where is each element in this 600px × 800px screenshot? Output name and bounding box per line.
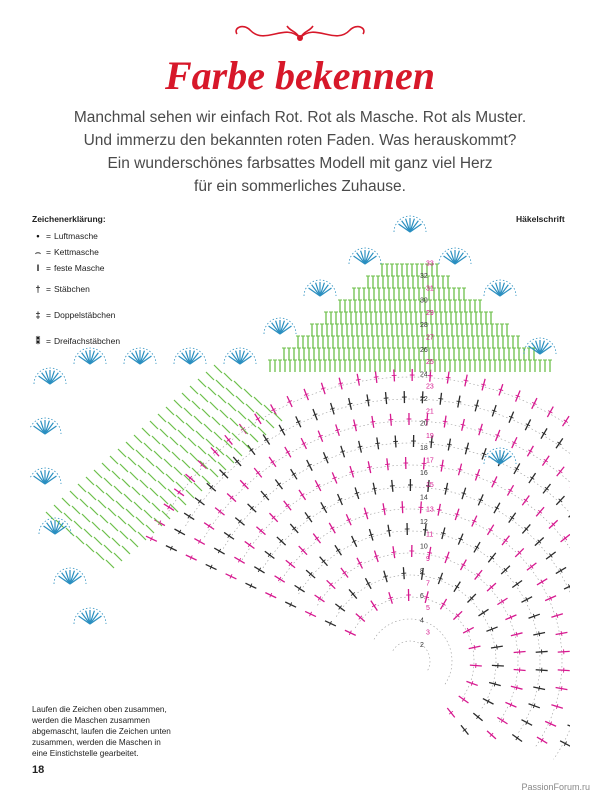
stitch-mark — [120, 464, 128, 472]
stitch-mark — [568, 725, 570, 730]
stitch-mark — [226, 455, 234, 463]
row-number: 13 — [426, 506, 434, 514]
stitch-mark — [136, 450, 144, 458]
stitch-mark — [444, 488, 449, 489]
stitch-mark — [440, 465, 445, 466]
stitch-mark — [132, 487, 140, 495]
stitch-mark — [110, 456, 118, 464]
row-number: 17 — [426, 457, 434, 465]
stitch-mark — [150, 488, 158, 496]
legend-label: feste Masche — [53, 263, 105, 273]
stitch-mark — [74, 521, 82, 529]
stitch-mark — [182, 393, 190, 401]
row-number: 5 — [426, 605, 430, 613]
intro-line: Und immerzu den bekannten roten Faden. Was herauskommt? — [83, 132, 517, 149]
stitch-mark — [62, 498, 70, 506]
stitch-mark — [206, 372, 214, 380]
stitch-mark — [100, 515, 108, 523]
stitch-mark — [86, 544, 94, 552]
stitch-mark — [156, 466, 164, 474]
stitch-mark — [497, 645, 498, 650]
stitch-mark — [142, 428, 150, 436]
stitch-mark — [178, 497, 186, 505]
row-number: 24 — [420, 371, 428, 379]
stitch-mark — [238, 411, 246, 419]
stitch-mark — [94, 470, 102, 478]
legend-label: Luftmasche — [53, 231, 98, 241]
stitch-mark — [474, 645, 475, 650]
stitch-mark — [104, 478, 112, 486]
stitch-mark — [118, 449, 126, 457]
stitch-mark — [176, 482, 184, 490]
page-title: Farbe bekennen — [165, 53, 435, 98]
stitch-mark — [198, 379, 206, 387]
intro-line: Ein wunderschönes farbsattes Modell mit ganz viel Herz — [107, 155, 493, 172]
stitch-mark — [427, 552, 432, 553]
stitch-mark — [174, 400, 182, 408]
slip-stitch-icon: ⌢ — [35, 246, 41, 257]
stitch-mark — [196, 431, 204, 439]
chain-arc — [374, 619, 452, 685]
row-number: 29 — [426, 309, 434, 317]
stitch-mark — [222, 425, 230, 433]
stitch-mark — [168, 489, 176, 497]
stitch-mark — [539, 631, 540, 636]
stitch-mark — [358, 446, 363, 447]
stitch-mark — [120, 531, 128, 539]
stitch-mark — [104, 545, 112, 553]
legend-item: I = feste Masche — [32, 261, 182, 275]
stitch-mark — [387, 530, 392, 531]
stitch-mark — [254, 397, 262, 405]
row-number: 25 — [426, 359, 434, 367]
stitch-mark — [391, 552, 396, 553]
row-number: 20 — [420, 420, 428, 428]
stitch-mark — [138, 465, 146, 473]
stitch-mark — [134, 502, 142, 510]
chain-arc — [223, 443, 570, 766]
stitch-mark — [64, 513, 72, 521]
stitch-mark — [258, 427, 266, 435]
stitch-mark — [244, 389, 252, 397]
stitch-mark — [242, 441, 250, 449]
stitch-mark — [188, 438, 196, 446]
intro-text — [40, 106, 560, 198]
chart-label: Häkelschrift — [516, 214, 565, 224]
stitch-mark — [130, 539, 138, 547]
chain-arc — [242, 465, 570, 766]
stitch-mark — [46, 512, 54, 520]
stitch-mark — [98, 500, 106, 508]
stitch-mark — [382, 509, 387, 510]
stitch-mark — [424, 597, 429, 598]
stitch-mark — [447, 444, 452, 445]
row-number: 12 — [420, 519, 428, 526]
stitch-mark — [96, 485, 104, 493]
stitch-mark — [338, 383, 343, 384]
stitch-mark — [516, 632, 517, 637]
stitch-mark — [106, 493, 114, 501]
stitch-mark — [102, 530, 110, 538]
stitch-mark — [144, 510, 152, 518]
row-number: 16 — [420, 469, 428, 477]
stitch-mark — [481, 384, 486, 385]
stitch-mark — [464, 380, 469, 381]
chain-arc — [261, 487, 570, 759]
row-number: 4 — [420, 617, 424, 625]
stitch-mark — [162, 511, 170, 519]
row-number: 7 — [426, 580, 430, 588]
stitch-mark — [128, 457, 136, 465]
stitch-mark — [96, 552, 104, 560]
treble-crochet-icon: ‡ — [35, 310, 41, 320]
row-number: 31 — [426, 285, 434, 293]
stitch-mark — [264, 405, 272, 413]
stitch-mark — [516, 685, 517, 690]
stitch-mark — [92, 522, 100, 530]
stitch-mark — [194, 416, 202, 424]
intro-line: Manchmal sehen wir einfach Rot. Rot als Masche. Rot als Muster. — [73, 109, 527, 126]
stitch-mark — [154, 518, 162, 526]
stitch-mark — [234, 381, 242, 389]
stitch-mark — [348, 403, 353, 404]
chain-arc — [299, 531, 540, 734]
stitch-mark — [192, 401, 200, 409]
row-number: 28 — [420, 322, 428, 330]
stitch-mark — [190, 453, 198, 461]
stitch-mark — [152, 503, 160, 511]
stitch-mark — [192, 468, 200, 476]
stitch-mark — [128, 524, 136, 532]
stitch-mark — [274, 413, 282, 421]
stitch-mark — [228, 403, 236, 411]
stitch-mark — [494, 682, 495, 687]
stitch-mark — [461, 424, 466, 425]
stitch-mark — [210, 402, 218, 410]
stitch-mark — [154, 451, 162, 459]
stitch-mark — [218, 462, 226, 470]
stitch-mark — [208, 454, 216, 462]
stitch-mark — [375, 443, 380, 444]
legend-label: Doppelstäbchen — [53, 310, 116, 320]
stitch-mark — [116, 501, 124, 509]
stitch-mark — [458, 469, 463, 470]
decorative-ornament-icon — [225, 18, 375, 46]
stitch-mark — [190, 386, 198, 394]
stitch-mark — [112, 538, 120, 546]
intro-line: für ein sommerliches Zuhause. — [194, 178, 406, 195]
stitch-mark — [174, 467, 182, 475]
row-number: 18 — [420, 445, 428, 453]
single-crochet-icon: I — [36, 263, 40, 273]
stitch-mark — [160, 429, 168, 437]
stitch-mark — [140, 480, 148, 488]
row-number: 22 — [420, 396, 428, 403]
stitch-mark — [66, 528, 74, 536]
stitch-mark — [236, 396, 244, 404]
stitch-mark — [230, 418, 238, 426]
stitch-mark — [122, 479, 130, 487]
stitch-mark — [134, 435, 142, 443]
legend-item: ⌢ = Kettmasche — [32, 245, 182, 259]
stitch-mark — [250, 434, 258, 442]
stitch-mark — [70, 491, 78, 499]
row-number: 10 — [420, 543, 428, 551]
stitch-mark — [112, 471, 120, 479]
stitch-mark — [186, 490, 194, 498]
stitch-mark — [54, 505, 62, 513]
stitch-mark — [246, 404, 254, 412]
row-number: 19 — [426, 432, 434, 440]
stitch-mark — [86, 477, 94, 485]
chain-arc — [336, 575, 496, 710]
stitch-mark — [212, 417, 220, 425]
stitch-mark — [266, 420, 274, 428]
stitch-mark — [372, 488, 377, 489]
stitch-mark — [84, 529, 92, 537]
stitch-mark — [539, 686, 540, 691]
stitch-mark — [168, 422, 176, 430]
stitch-mark — [214, 432, 222, 440]
legend-item: • = Luftmasche — [32, 229, 182, 243]
stitch-mark — [385, 464, 390, 465]
stitch-mark — [170, 437, 178, 445]
legend — [32, 214, 182, 355]
stitch-mark — [186, 423, 194, 431]
legend-label: Kettmasche — [53, 247, 99, 257]
chain-arc — [393, 641, 430, 672]
stitch-mark — [82, 514, 90, 522]
stitch-mark — [206, 439, 214, 447]
chain-arc — [317, 553, 518, 722]
stitch-mark — [200, 394, 208, 402]
stitch-mark — [443, 421, 448, 422]
stitch-mark — [162, 444, 170, 452]
stitch-mark — [178, 430, 186, 438]
stitch-mark — [80, 499, 88, 507]
stitch-mark — [218, 395, 226, 403]
row-number: 9 — [426, 555, 430, 563]
stitch-mark — [437, 509, 442, 510]
stitch-mark — [148, 473, 156, 481]
stitch-mark — [224, 440, 232, 448]
stitch-mark — [102, 463, 110, 471]
stitch-mark — [144, 443, 152, 451]
stitch-mark — [366, 400, 371, 401]
stitch-mark — [124, 494, 132, 502]
stitch-mark — [146, 458, 154, 466]
legend-heading: Zeichenerklärung: — [32, 214, 106, 224]
stitch-mark — [561, 686, 562, 691]
stitch-mark — [176, 415, 184, 423]
stitch-mark — [106, 560, 114, 568]
stitch-mark — [114, 553, 122, 561]
stitch-mark — [126, 442, 134, 450]
chain-arc — [355, 597, 474, 697]
chain-arc — [167, 377, 570, 766]
stitch-mark — [76, 536, 84, 544]
row-number: 6 — [420, 592, 424, 600]
row-number: 11 — [426, 531, 434, 539]
stitch-mark — [202, 476, 210, 484]
row-number: 14 — [420, 494, 428, 502]
stitch-mark — [136, 517, 144, 525]
stitch-mark — [90, 507, 98, 515]
row-number: 23 — [426, 383, 434, 391]
stitch-mark — [164, 459, 172, 467]
stitch-mark — [220, 410, 228, 418]
stitch-mark — [374, 377, 379, 378]
row-number: 26 — [420, 346, 428, 354]
chart-note: Laufen die Zeichen oben zusammen, werden die Maschen zusammen abgemascht, laufen die Zeichen unten zusammen, werden die Maschen in eine Einstichstelle gearbeitet. — [32, 705, 171, 758]
stitch-mark — [214, 365, 222, 373]
stitch-mark — [158, 414, 166, 422]
stitch-mark — [72, 506, 80, 514]
stitch-mark — [226, 388, 234, 396]
stitch-mark — [118, 516, 126, 524]
stitch-mark — [182, 460, 190, 468]
legend-item: ‡ = Doppelstäbchen — [32, 303, 182, 327]
row-number: 30 — [420, 297, 428, 305]
row-number: 3 — [426, 629, 430, 637]
chain-stitch-icon: • — [36, 231, 40, 241]
stitch-mark — [110, 523, 118, 531]
stitch-mark — [353, 425, 358, 426]
stitch-mark — [142, 495, 150, 503]
stitch-mark — [194, 483, 202, 491]
stitch-mark — [561, 631, 562, 636]
row-number: 15 — [426, 482, 434, 490]
stitch-mark — [383, 576, 388, 577]
stitch-mark — [88, 492, 96, 500]
stitch-mark — [474, 405, 479, 406]
row-number: 33 — [426, 260, 434, 268]
stitch-mark — [438, 399, 443, 400]
stitch-mark — [210, 469, 218, 477]
stitch-mark — [114, 486, 122, 494]
stitch-mark — [202, 409, 210, 417]
legend-item: † = Stäbchen — [32, 277, 182, 301]
stitch-mark — [160, 496, 168, 504]
stitch-mark — [122, 546, 130, 554]
stitch-mark — [234, 448, 242, 456]
stitch-mark — [198, 446, 206, 454]
stitch-mark — [208, 387, 216, 395]
legend-label: Stäbchen — [53, 284, 90, 294]
stitch-mark — [166, 474, 174, 482]
row-number: 32 — [420, 273, 428, 280]
double-treble-icon: ⁑ — [35, 335, 41, 346]
stitch-mark — [204, 424, 212, 432]
stitch-mark — [224, 373, 232, 381]
stitch-mark — [152, 436, 160, 444]
stitch-mark — [569, 509, 570, 517]
stitch-mark — [130, 472, 138, 480]
stitch-mark — [370, 422, 375, 423]
stitch-mark — [457, 401, 462, 402]
watermark: PassionForum.ru — [521, 782, 590, 792]
legend-item: ⁑ = Dreifachstäbchen — [32, 329, 182, 353]
stitch-mark — [126, 509, 134, 517]
page-number: 18 — [32, 764, 45, 776]
stitch-mark — [184, 408, 192, 416]
row-number: 8 — [420, 568, 424, 576]
stitch-mark — [465, 448, 470, 449]
stitch-mark — [356, 379, 361, 380]
stitch-mark — [172, 452, 180, 460]
stitch-mark — [138, 532, 146, 540]
stitch-mark — [78, 484, 86, 492]
stitch-mark — [146, 525, 154, 533]
row-number: 2 — [420, 642, 424, 649]
stitch-mark — [94, 537, 102, 545]
stitch-mark — [441, 533, 446, 534]
double-crochet-icon: † — [35, 284, 41, 294]
legend-label: Dreifachstäbchen — [53, 336, 121, 346]
stitch-mark — [158, 481, 166, 489]
stitch-mark — [216, 380, 224, 388]
stitch-mark — [150, 421, 158, 429]
row-number: 27 — [426, 334, 434, 342]
stitch-mark — [108, 508, 116, 516]
stitch-mark — [423, 530, 428, 531]
stitch-mark — [446, 377, 451, 378]
stitch-mark — [180, 445, 188, 453]
stitch-mark — [367, 467, 372, 468]
row-number: 21 — [426, 408, 434, 416]
stitch-mark — [166, 407, 174, 415]
